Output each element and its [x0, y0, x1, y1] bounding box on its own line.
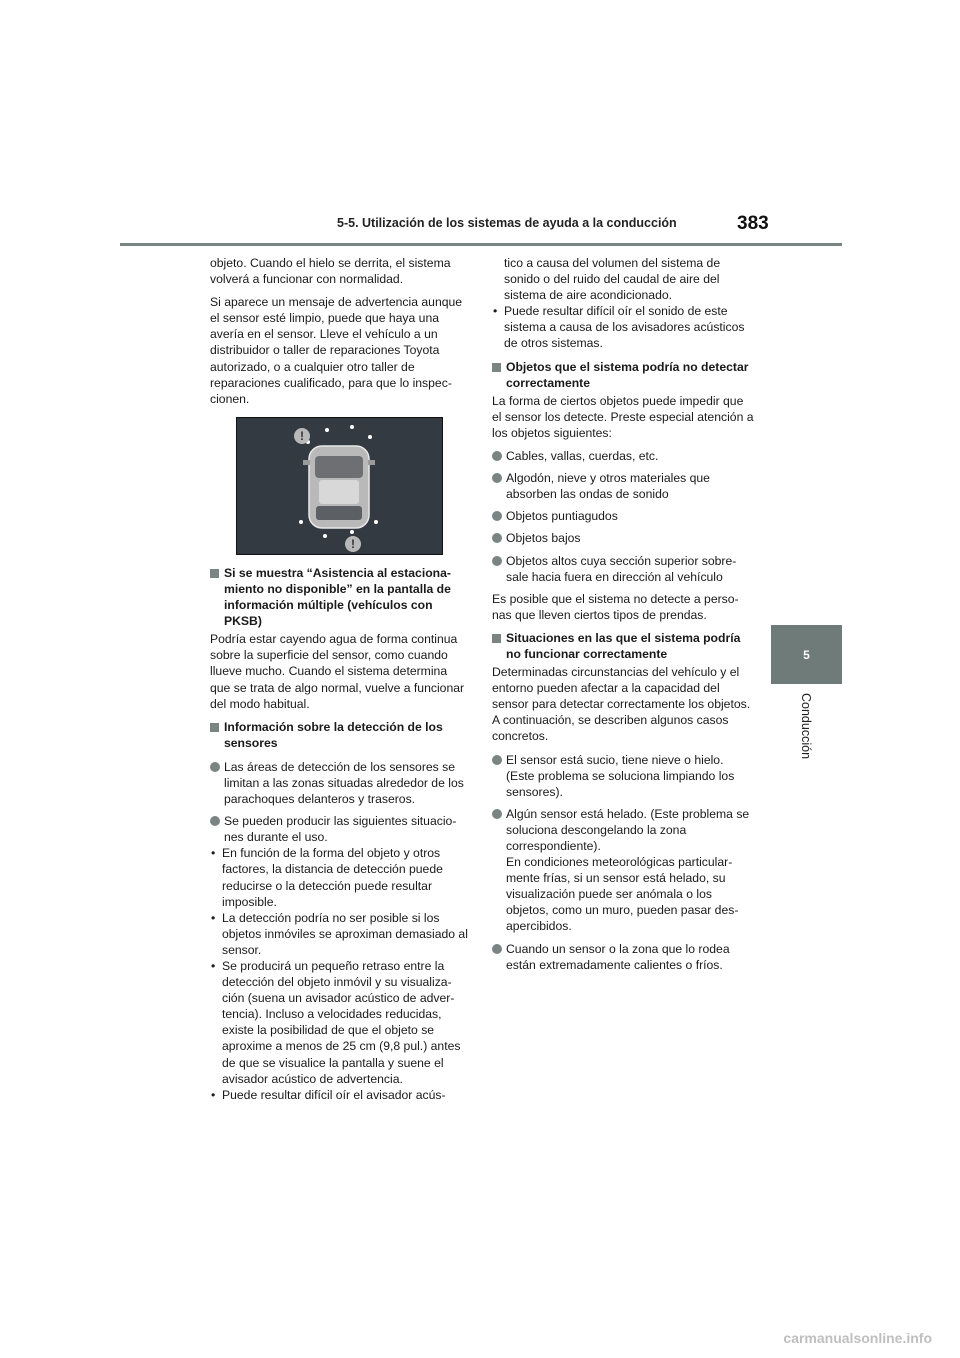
sub-item: • En función de la forma del objeto y otros factores, la distancia de detección puede reducirse o la detección puede resultar imposible.: [211, 846, 443, 909]
chapter-label: Conducción: [799, 693, 813, 760]
circle-bullet-icon: [492, 511, 502, 521]
vehicle-sensor-illustration: [237, 418, 442, 554]
list-item: Cuando un sensor o la zona que lo rodea están extremadamente calientes o fríos.: [492, 941, 754, 973]
circle-bullet-icon: [492, 473, 502, 483]
sub-item-continued: tico a causa del volumen del sistema de sonido o del ruido del caudal de aire del sistema de aire acondicionado.: [504, 256, 721, 303]
circle-bullet-icon: [492, 944, 502, 954]
list-item: Algodón, nieve y otros materiales que absorben las ondas de sonido: [492, 470, 754, 502]
chapter-number: 5: [803, 647, 810, 662]
paragraph: La forma de ciertos objetos puede impedir que el sensor los detecte. Preste especial atención a los objetos siguientes:: [492, 393, 754, 440]
circle-bullet-icon: [492, 451, 502, 461]
paragraph: Podría estar cayendo agua de forma continua sobre la superficie del sensor, como cuando llueve mucho. Cuando el sistema determina que se trata de algo normal, vuelve a funcionar del modo habitual.: [210, 632, 465, 711]
list-item: Las áreas de detección de los sensores se limitan a las zonas situadas alrededor de los parachoques delanteros y traseros.: [210, 759, 468, 807]
warning-symbol: !: [351, 536, 355, 551]
paragraph: Determinadas circunstancias del vehículo y el entorno pueden afectar a la capacidad del sensor para detectar correctamente los objetos. A continuación, se describen algunos casos concretos.: [492, 665, 751, 744]
square-bullet-icon: [210, 569, 219, 578]
header-rule: [120, 243, 842, 246]
list-item: Objetos bajos: [492, 530, 754, 546]
circle-bullet-icon: [492, 755, 502, 765]
square-bullet-icon: [492, 363, 501, 372]
section-header: 5-5. Utilización de los sistemas de ayuda a la conducción: [337, 216, 677, 230]
list-item: Objetos altos cuya sección superior sobresale hacia fuera en dirección al vehículo: [492, 553, 754, 585]
square-bullet-icon: [210, 723, 219, 732]
left-column: [210, 255, 468, 1103]
circle-bullet-icon: [492, 533, 502, 543]
sub-item: • La detección podría no ser posible si los objetos inmóviles se aproximan demasiado al sensor.: [211, 910, 468, 957]
circle-bullet-icon: [210, 816, 220, 826]
circle-bullet-icon: [492, 809, 502, 819]
list-item: Objetos puntiagudos: [492, 508, 754, 524]
section-heading: Información sobre la detección de los sensores: [210, 719, 468, 751]
list-item: Se pueden producir las siguientes situaciones durante el uso.: [210, 813, 468, 845]
paragraph: objeto. Cuando el hielo se derrita, el sistema volverá a funcionar con normalidad.: [210, 256, 451, 287]
watermark: carmanualsonline.info: [783, 1330, 932, 1346]
paragraph: Si aparece un mensaje de advertencia aunque el sensor esté limpio, puede que haya una avería en el sensor. Lleve el vehículo a un distribuidor o taller de reparaciones Toyota autorizado, o a cualquier otro taller de reparaciones cualificado, para que lo inspeccionen.: [210, 295, 463, 406]
page-number: 383: [737, 213, 769, 234]
right-column: [492, 255, 754, 979]
section-heading: Objetos que el sistema podría no detectar correctamente: [492, 359, 754, 391]
paragraph: Es posible que el sistema no detecte a personas que lleven ciertos tipos de prendas.: [492, 591, 739, 622]
square-bullet-icon: [492, 634, 501, 643]
chapter-tab[interactable]: [771, 625, 842, 684]
sensor-display-figure: [236, 417, 443, 555]
circle-bullet-icon: [210, 762, 220, 772]
section-heading: Situaciones en las que el sistema podría no funcionar correctamente: [492, 630, 754, 662]
warning-symbol: !: [300, 428, 304, 443]
sub-item: • Puede resultar difícil oír el avisador acús-: [211, 1087, 446, 1102]
sub-item: • Se producirá un pequeño retraso entre la detección del objeto inmóvil y su visualización (suena un avisador acústico de advertencia). Incluso a velocidades reducidas, existe la posibilidad de que el objeto se aproxime a menos de 25 cm (9,8 pul.) antes de que se visualice la pantalla y suene el avisador acústico de advertencia.: [211, 959, 461, 1086]
circle-bullet-icon: [492, 556, 502, 566]
sub-item: • Puede resultar difícil oír el sonido de este sistema a causa de los avisadores acústicos de otros sistemas.: [493, 304, 745, 351]
section-heading: Si se muestra “Asistencia al estacionamiento no disponible” en la pantalla de información múltiple (vehículos con PKSB): [210, 565, 468, 629]
list-item: Algún sensor está helado. (Este problema se soluciona descongelando la zona correspondiente). En condiciones meteorológicas particularmente frías, si un sensor está helado, su visualización puede ser anómala o los objetos, como un muro, pueden pasar desapercibidos.: [492, 806, 754, 935]
list-item: Cables, vallas, cuerdas, etc.: [492, 448, 754, 464]
list-item: El sensor está sucio, tiene nieve o hielo. (Este problema se soluciona limpiando los sensores).: [492, 752, 754, 800]
